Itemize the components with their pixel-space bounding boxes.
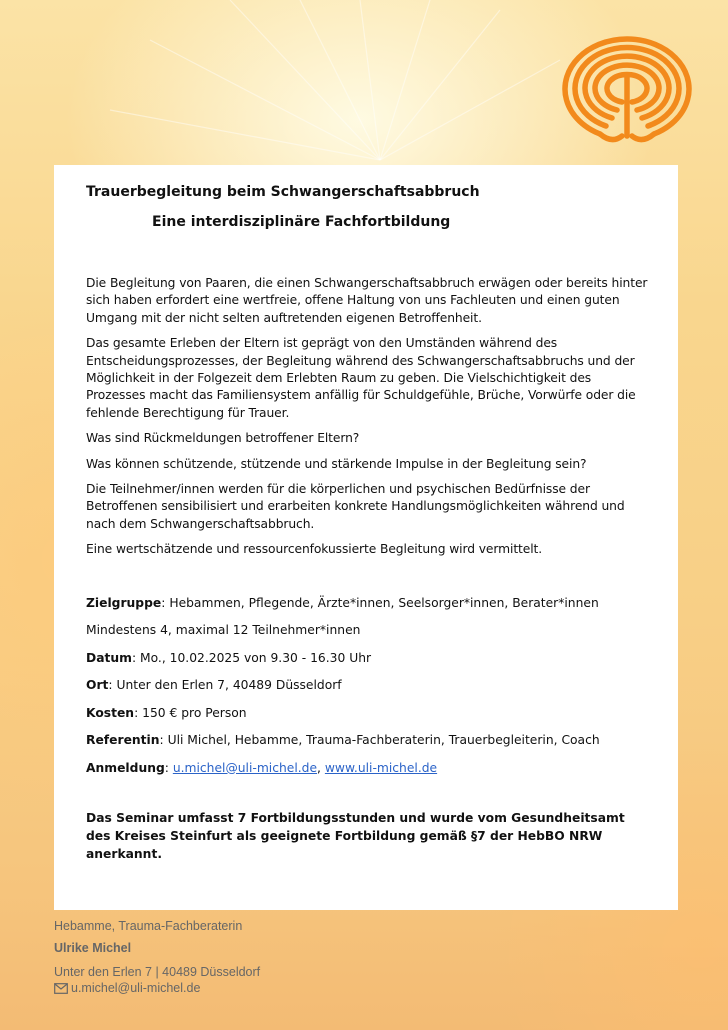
footer-email-line xyxy=(54,980,260,996)
location-label: Ort xyxy=(86,678,109,693)
cost-value: : 150 € pro Person xyxy=(134,705,247,720)
registration-colon: : xyxy=(164,760,173,775)
document-title: Trauerbegleitung beim Schwangerschaftsabbruch xyxy=(86,184,480,200)
target-group-label: Zielgruppe xyxy=(86,595,162,610)
mail-icon xyxy=(54,983,68,994)
question-feedback: Was sind Rückmeldungen betroffener Eltern? xyxy=(86,431,360,446)
footer-email: u.michel@uli-michel.de xyxy=(71,981,201,995)
description-section xyxy=(86,275,650,559)
footer xyxy=(54,918,260,996)
registration-line xyxy=(86,760,650,777)
cost-line xyxy=(86,705,650,722)
location-line xyxy=(86,677,650,694)
footer-profession: Hebamme, Trauma-Fachberaterin xyxy=(54,919,243,933)
accreditation-note: Das Seminar umfasst 7 Fortbildungsstunden und wurde vom Gesundheitsamt des Kreises Steinfurt als geeignete Fortbildung gemäß §7 der HebBO NRW anerkannt. xyxy=(86,810,625,861)
registration-email-link[interactable]: u.michel@uli-michel.de xyxy=(172,760,318,775)
paragraph-experience: Das gesamte Erleben der Eltern ist geprägt von den Umständen während des Entscheidungsprozesses, der Begleitung während des Schwangerschaftsabbruchs und der Möglichkeit in der Folgezeit dem Erlebten Raum zu geben. Die Vielschichtigkeit des Prozesses macht das Familiensystem anfällig für Schuldgefühle, Brüche, Vorwürfe oder die fehlende Berechtigung für Trauer. xyxy=(86,336,636,420)
target-group-value: : Hebammen, Pflegende, Ärzte*innen, Seelsorger*innen, Berater*innen xyxy=(161,595,599,610)
content-card xyxy=(54,165,678,910)
document-subtitle: Eine interdisziplinäre Fachfortbildung xyxy=(152,214,451,230)
speaker-label: Referentin xyxy=(86,733,160,748)
registration-website-link[interactable]: www.uli-michel.de xyxy=(324,760,438,775)
details-section xyxy=(86,595,650,777)
paragraph-approach: Eine wertschätzende und ressourcenfokussierte Begleitung wird vermittelt. xyxy=(86,542,543,557)
paragraph-participants: Die Teilnehmer/innen werden für die körperlichen und psychischen Bedürfnisse der Betroffenen sensibilisiert und erarbeiten konkrete Handlungsmöglichkeiten während und nach dem Schwangerschaftsabbruch. xyxy=(86,482,625,531)
speaker-line xyxy=(86,732,650,749)
footer-address: Unter den Erlen 7 | 40489 Düsseldorf xyxy=(54,965,261,979)
labyrinth-logo-icon xyxy=(560,36,694,148)
date-value: : Mo., 10.02.2025 von 9.30 - 16.30 Uhr xyxy=(131,650,372,665)
target-group xyxy=(86,595,650,612)
date-line xyxy=(86,650,650,667)
date-label: Datum xyxy=(86,650,132,665)
question-impulses: Was können schützende, stützende und stärkende Impulse in der Begleitung sein? xyxy=(86,456,587,471)
footer-name: Ulrike Michel xyxy=(54,941,132,955)
speaker-value: : Uli Michel, Hebamme, Trauma-Fachberaterin, Trauerbegleiterin, Coach xyxy=(159,733,600,748)
location-value: : Unter den Erlen 7, 40489 Düsseldorf xyxy=(108,678,342,693)
paragraph-intro: Die Begleitung von Paaren, die einen Schwangerschaftsabbruch erwägen oder bereits hinter sich haben erfordert eine wertfreie, offene Haltung von uns Fachleuten und einen guten Umgang mit der nicht selten auftretenden eigenen Betroffenheit. xyxy=(86,276,648,325)
registration-label: Anmeldung xyxy=(86,760,165,775)
cost-label: Kosten xyxy=(86,705,135,720)
participant-limits: Mindestens 4, maximal 12 Teilnehmer*innen xyxy=(86,623,361,638)
registration-separator: , xyxy=(317,760,325,775)
